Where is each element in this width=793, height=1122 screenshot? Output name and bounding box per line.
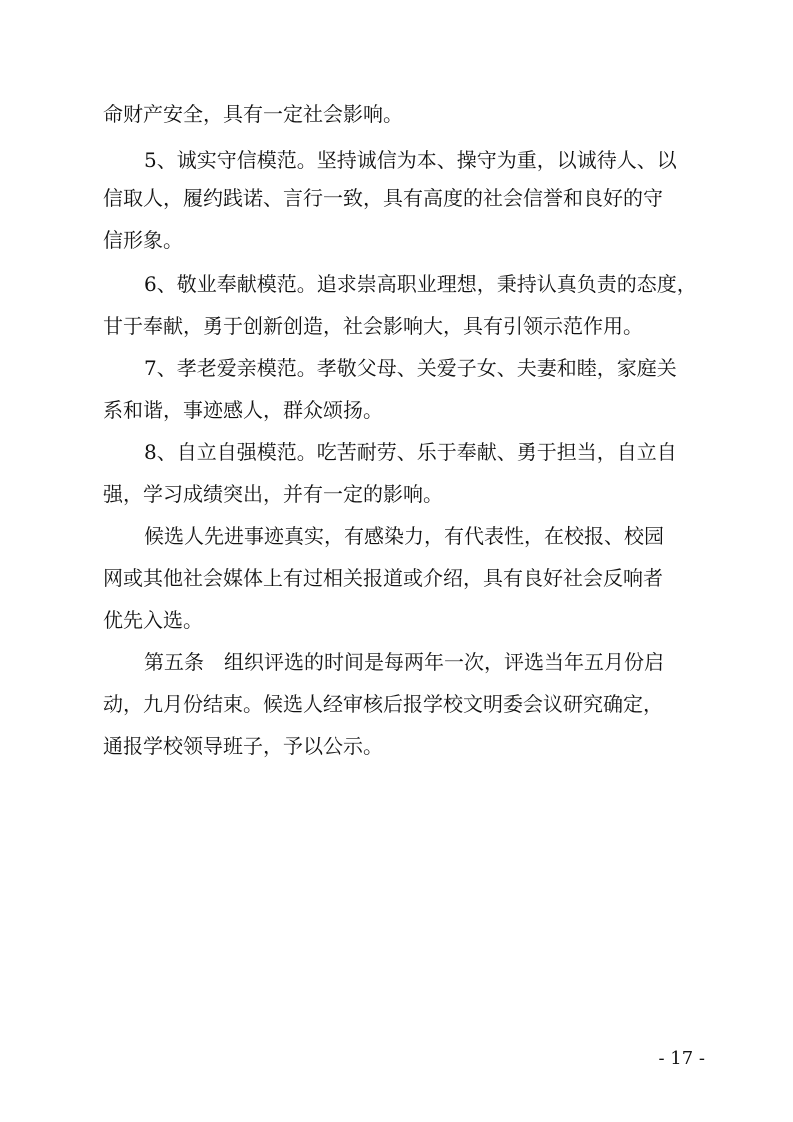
paragraph-line: 甘于奉献，勇于创新创造，社会影响大，具有引领示范作用。 (103, 314, 643, 338)
paragraph-line: 优先入选。 (103, 608, 203, 632)
paragraph-line: 动，九月份结束。候选人经审核后报学校文明委会议研究确定， (103, 692, 663, 716)
paragraph-line: 7、孝老爱亲模范。孝敬父母、关爱子女、夫妻和睦，家庭关 (144, 356, 677, 380)
paragraph-line: 通报学校领导班子，予以公示。 (103, 734, 383, 758)
page-number: - 17 - (658, 1048, 705, 1069)
paragraph-line: 6、敬业奉献模范。追求崇高职业理想，秉持认真负责的态度， (144, 272, 697, 296)
paragraph-line: 系和谐，事迹感人，群众颂扬。 (103, 398, 383, 422)
paragraph-line: 强，学习成绩突出，并有一定的影响。 (103, 482, 443, 506)
paragraph-line: 候选人先进事迹真实，有感染力，有代表性，在校报、校园 (144, 524, 664, 548)
paragraph-line: 第五条 组织评选的时间是每两年一次，评选当年五月份启 (144, 650, 664, 674)
paragraph-line: 信取人，履约践诺、言行一致，具有高度的社会信誉和良好的守 (103, 186, 663, 210)
paragraph-line: 8、自立自强模范。吃苦耐劳、乐于奉献、勇于担当，自立自 (144, 440, 677, 464)
paragraph-line: 命财产安全，具有一定社会影响。 (103, 102, 403, 126)
paragraph-line: 5、诚实守信模范。坚持诚信为本、操守为重，以诚待人、以 (144, 148, 677, 172)
paragraph-line: 信形象。 (103, 228, 183, 252)
paragraph-line: 网或其他社会媒体上有过相关报道或介绍，具有良好社会反响者 (103, 566, 663, 590)
